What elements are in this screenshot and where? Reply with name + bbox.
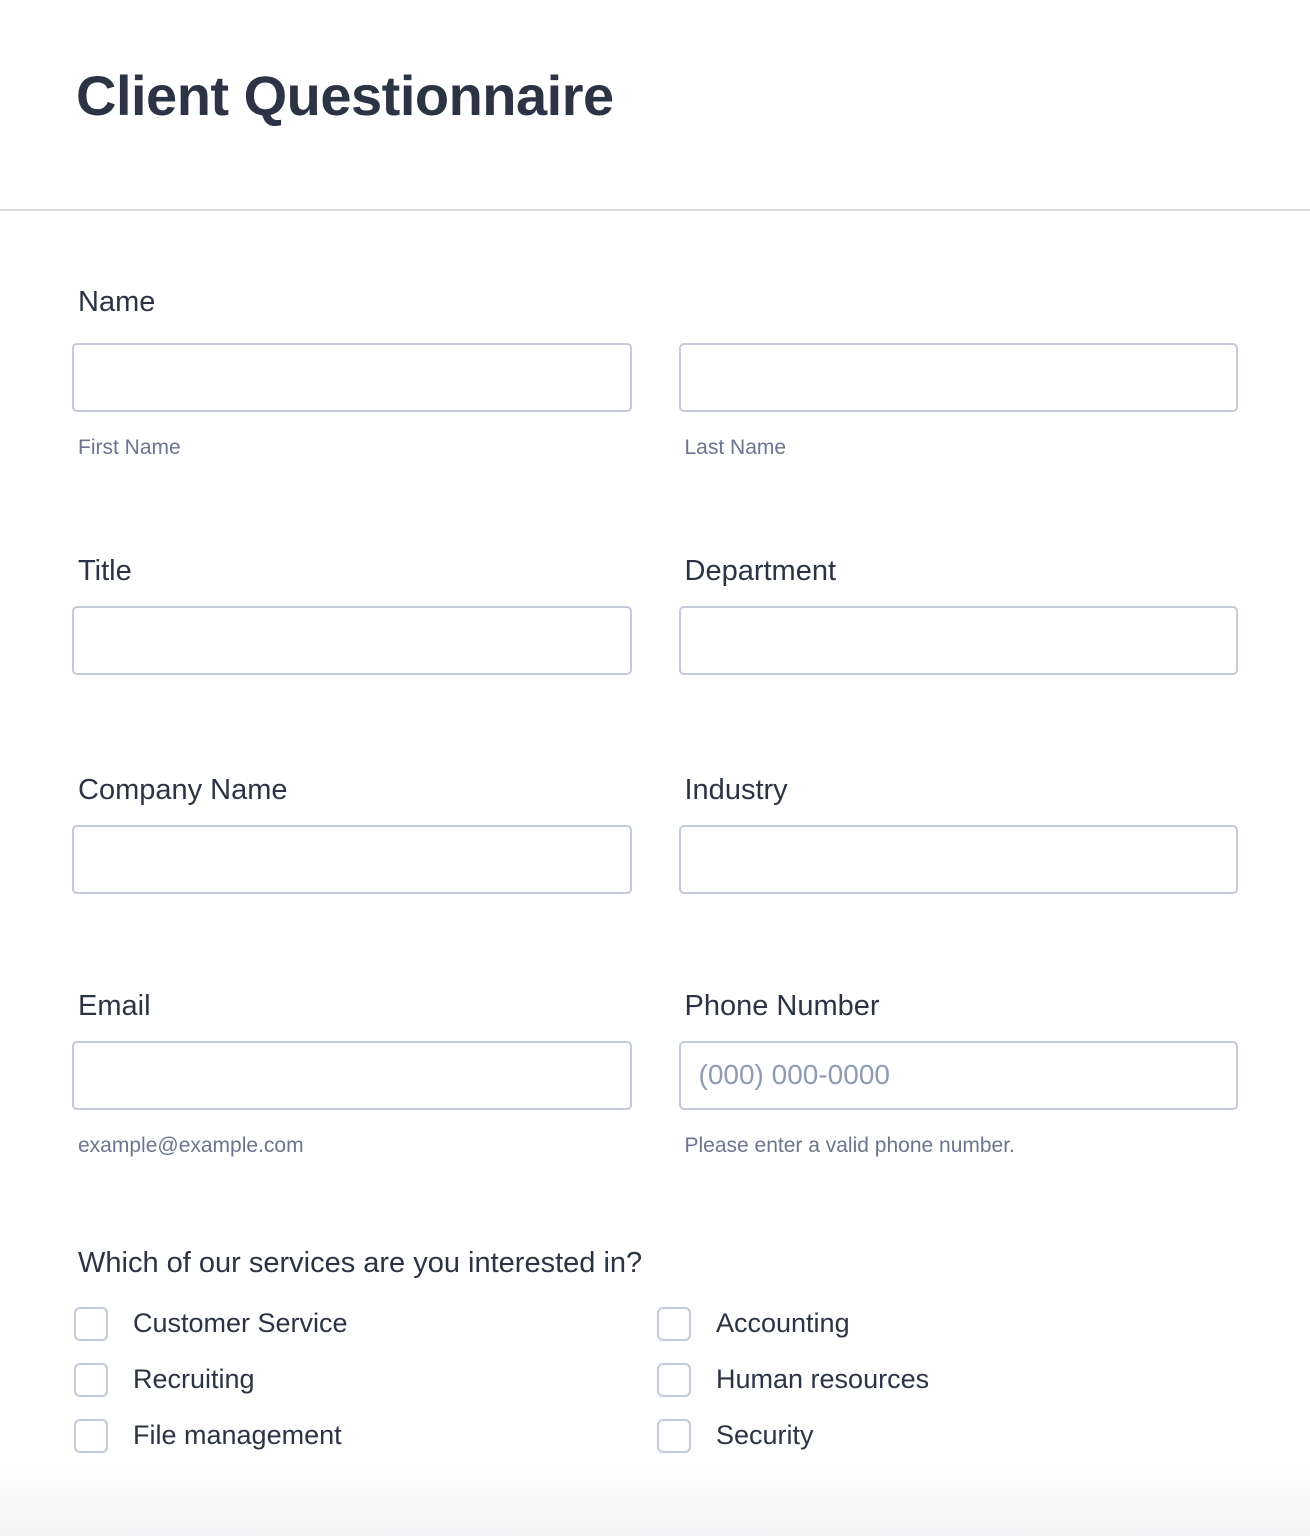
accounting-checkbox[interactable] [657,1307,691,1341]
services-options [72,1307,1238,1475]
recruiting-checkbox[interactable] [74,1363,108,1397]
industry-label: Industry [684,773,788,806]
service-option-human-resources[interactable] [655,1363,1238,1397]
first-name-group [72,343,632,459]
title-input[interactable] [72,606,632,675]
service-option-file-management[interactable] [72,1419,655,1453]
department-label: Department [684,554,837,587]
service-option-customer-service[interactable] [72,1307,655,1341]
field-row-email-phone [72,991,1238,1157]
field-department [679,556,1239,675]
last-name-input[interactable] [679,343,1239,412]
field-email [72,991,632,1157]
service-option-label: Accounting [716,1308,850,1339]
service-option-label: Customer Service [133,1308,348,1339]
field-title [72,556,632,675]
email-sublabel: example@example.com [78,1133,304,1157]
service-option-label: Recruiting [133,1364,255,1395]
service-option-recruiting[interactable] [72,1363,655,1397]
service-option-label: File management [133,1420,342,1451]
email-input[interactable] [72,1041,632,1110]
last-name-sublabel: Last Name [684,435,787,459]
service-option-label: Human resources [716,1364,930,1395]
first-name-input[interactable] [72,343,632,412]
field-phone [679,991,1239,1157]
service-option-security[interactable] [655,1419,1238,1453]
service-option-label: Security [716,1420,814,1451]
form-body [0,287,1310,1475]
company-name-input[interactable] [72,825,632,894]
service-option-accounting[interactable] [655,1307,1238,1341]
phone-sublabel: Please enter a valid phone number. [684,1133,1015,1157]
field-name [72,287,1238,459]
services-question-label: Which of our services are you interested in? [78,1246,643,1279]
customer-service-checkbox[interactable] [74,1307,108,1341]
human-resources-checkbox[interactable] [657,1363,691,1397]
company-name-label: Company Name [78,773,288,806]
form-header [0,0,1310,211]
name-label: Name [78,286,156,318]
file-management-checkbox[interactable] [74,1419,108,1453]
field-company-name [72,775,632,894]
field-row-title-department [72,556,1238,675]
industry-input[interactable] [679,825,1239,894]
first-name-sublabel: First Name [78,435,181,459]
field-industry [679,775,1239,894]
page-title: Client Questionnaire [76,64,614,127]
title-label: Title [78,554,132,587]
phone-label: Phone Number [684,989,880,1022]
department-input[interactable] [679,606,1239,675]
phone-input[interactable] [679,1041,1239,1110]
email-label: Email [78,989,151,1022]
field-services [72,1248,1238,1475]
field-row-company-industry [72,775,1238,894]
security-checkbox[interactable] [657,1419,691,1453]
last-name-group [679,343,1239,459]
